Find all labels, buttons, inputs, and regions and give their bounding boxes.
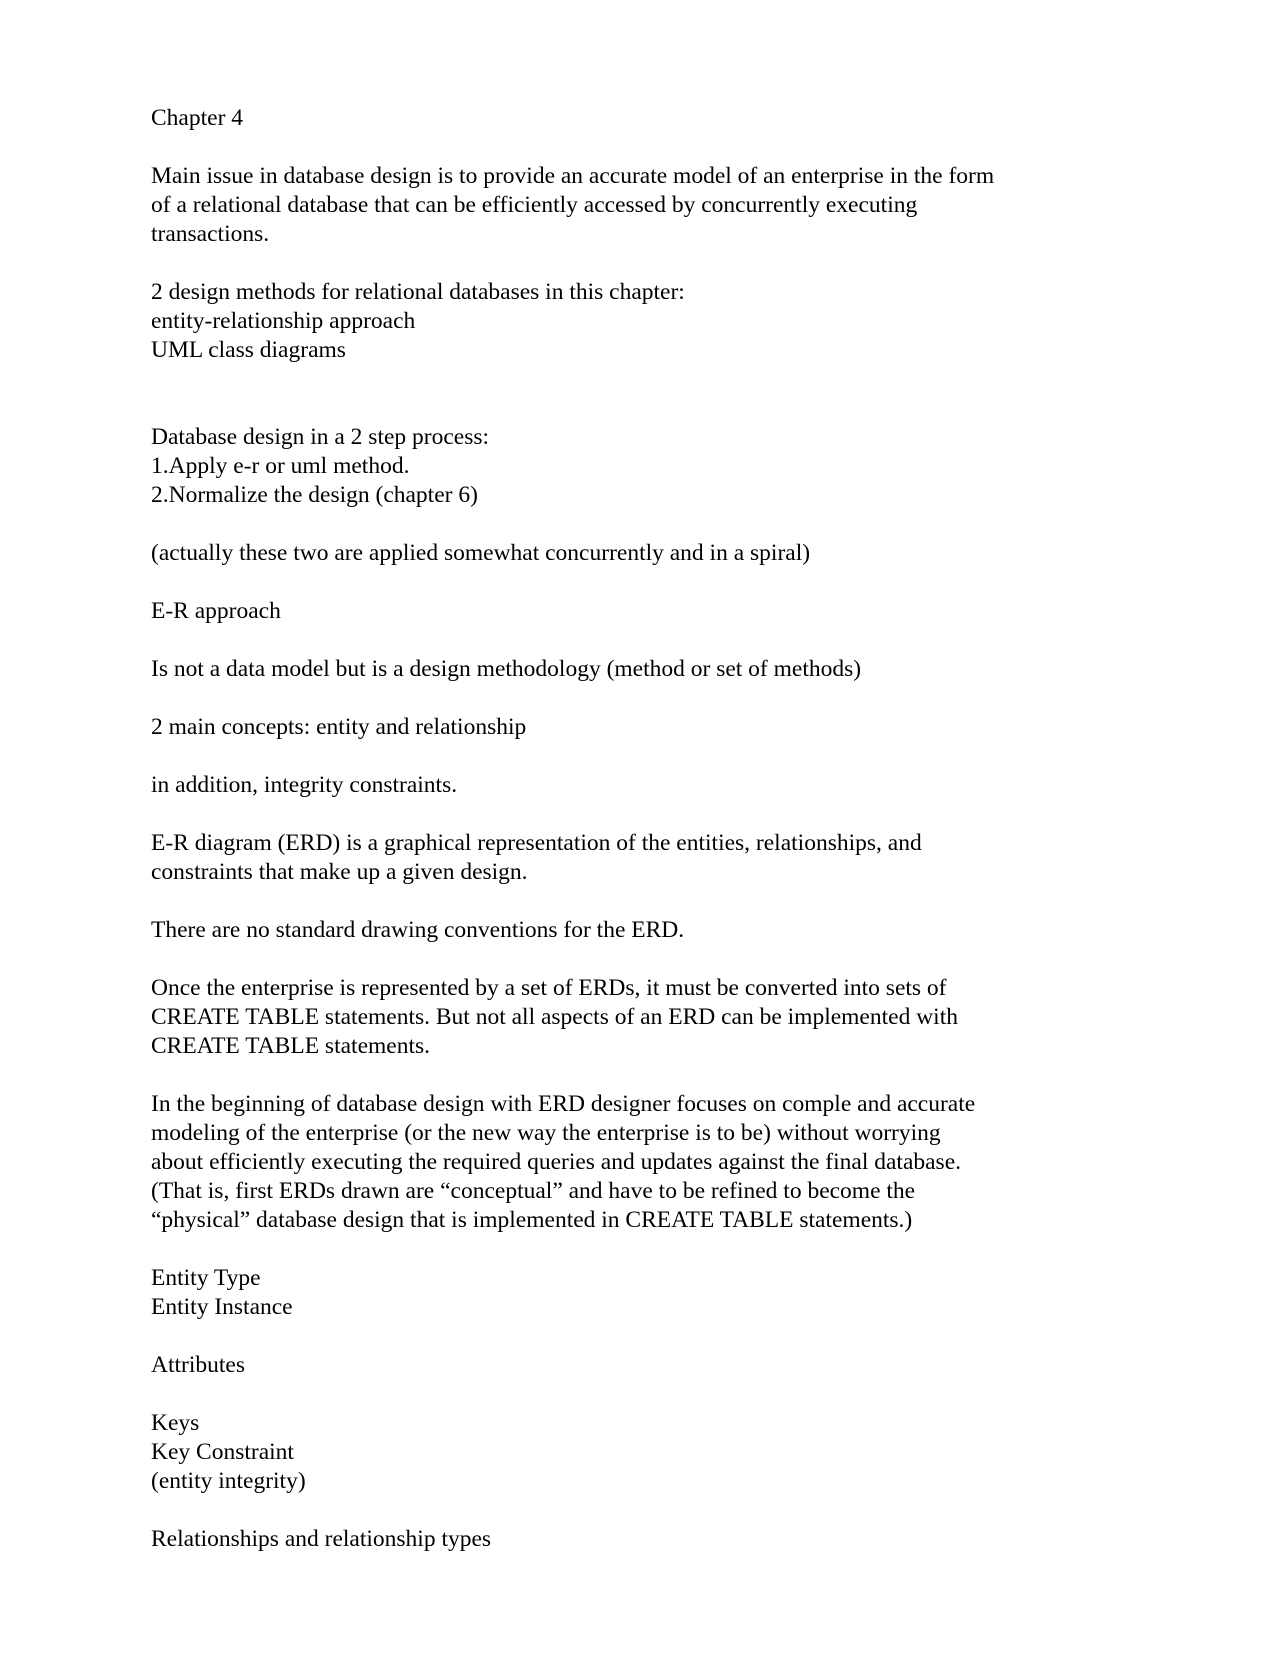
process-heading: Database design in a 2 step process: (151, 424, 490, 450)
intro-paragraph (151, 162, 1111, 249)
beginning-line: modeling of the enterprise (or the new way the enterprise is to be) without worrying (151, 1120, 941, 1146)
integrity-note (151, 771, 1111, 800)
beginning-line: (That is, first ERDs drawn are “conceptual” and have to be refined to become the (151, 1178, 916, 1204)
er-definition (151, 655, 1111, 684)
attributes-text: Attributes (151, 1352, 245, 1378)
erd-definition-line: constraints that make up a given design. (151, 859, 528, 885)
intro-line: Main issue in database design is to provide an accurate model of an enterprise in the form (151, 163, 995, 189)
conversion-line: CREATE TABLE statements. But not all aspects of an ERD can be implemented with (151, 1004, 958, 1030)
erd-definition-line: E-R diagram (ERD) is a graphical representation of the entities, relationships, and (151, 830, 922, 856)
er-definition-text: Is not a data model but is a design methodology (method or set of methods) (151, 656, 862, 682)
conversion-paragraph (151, 974, 1111, 1061)
method-item: UML class diagrams (151, 337, 346, 363)
main-concepts (151, 713, 1111, 742)
conversion-line: Once the enterprise is represented by a set of ERDs, it must be converted into sets of (151, 975, 947, 1001)
blank-line (151, 394, 1111, 423)
chapter-title-text: Chapter 4 (151, 105, 244, 131)
beginning-line: In the beginning of database design with ERD designer focuses on comple and accurate (151, 1091, 976, 1117)
process-step: 2.Normalize the design (chapter 6) (151, 482, 478, 508)
beginning-paragraph (151, 1090, 1111, 1235)
intro-line: of a relational database that can be efficiently accessed by concurrently executing (151, 192, 918, 218)
spiral-note (151, 539, 1111, 568)
process-paragraph (151, 423, 1111, 510)
chapter-title (151, 104, 1111, 133)
entity-integrity-term: (entity integrity) (151, 1468, 306, 1494)
beginning-line: about efficiently executing the required queries and updates against the final database. (151, 1149, 962, 1175)
methods-heading: 2 design methods for relational databases in this chapter: (151, 279, 685, 305)
attributes-term (151, 1351, 1111, 1380)
keys-terms (151, 1409, 1111, 1496)
erd-definition-paragraph (151, 829, 1111, 887)
beginning-line: “physical” database design that is implemented in CREATE TABLE statements.) (151, 1207, 913, 1233)
er-heading (151, 597, 1111, 626)
er-heading-text: E-R approach (151, 598, 281, 624)
relationships-term (151, 1525, 1111, 1554)
key-constraint-term: Key Constraint (151, 1439, 294, 1465)
entity-type-term: Entity Type (151, 1265, 261, 1291)
method-item: entity-relationship approach (151, 308, 416, 334)
entity-terms (151, 1264, 1111, 1322)
intro-line: transactions. (151, 221, 270, 247)
process-step: 1.Apply e-r or uml method. (151, 453, 410, 479)
conversion-line: CREATE TABLE statements. (151, 1033, 431, 1059)
document-page (151, 104, 1111, 1583)
integrity-text: in addition, integrity constraints. (151, 772, 458, 798)
main-concepts-text: 2 main concepts: entity and relationship (151, 714, 527, 740)
design-methods-paragraph (151, 278, 1111, 365)
entity-instance-term: Entity Instance (151, 1294, 293, 1320)
keys-term: Keys (151, 1410, 200, 1436)
spiral-note-text: (actually these two are applied somewhat concurrently and in a spiral) (151, 540, 811, 566)
no-standard-note (151, 916, 1111, 945)
no-standard-text: There are no standard drawing conventions for the ERD. (151, 917, 685, 943)
relationships-text: Relationships and relationship types (151, 1526, 492, 1552)
